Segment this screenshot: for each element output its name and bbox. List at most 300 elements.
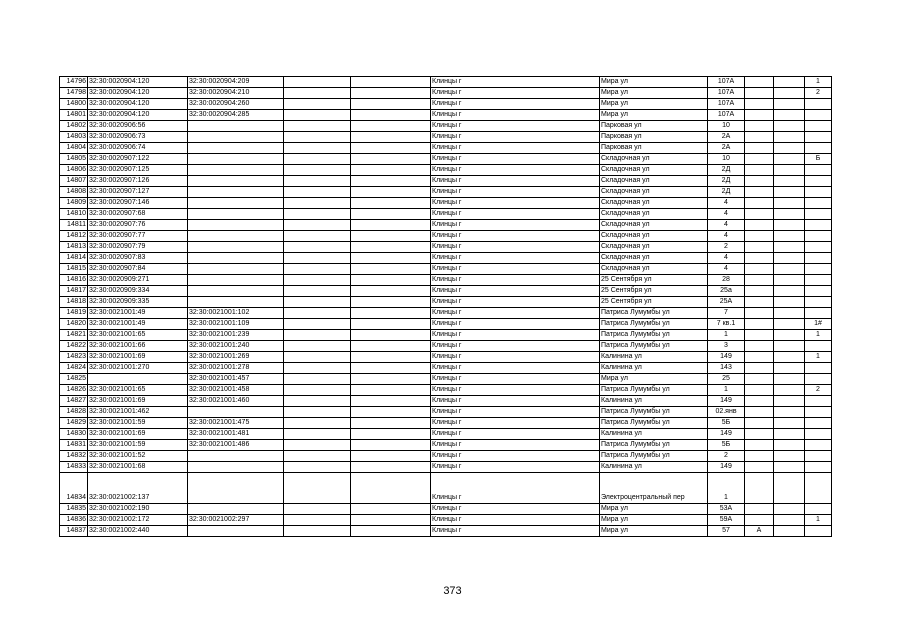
cell-house: 25 [708, 374, 745, 385]
cell-apartment: 1# [805, 319, 832, 330]
cell-house: 107А [708, 88, 745, 99]
cell-empty [284, 253, 351, 264]
table-row [60, 88, 832, 99]
cell-empty [284, 242, 351, 253]
cell-street: Патриса Лумумбы ул [600, 440, 708, 451]
cell-letter [745, 286, 774, 297]
cell-city: Клинцы г [431, 253, 600, 264]
cell-empty [351, 198, 431, 209]
cell-street: Складочная ул [600, 253, 708, 264]
cell-empty [351, 176, 431, 187]
cell-letter: А [745, 526, 774, 537]
cell-house: 7 кв.1 [708, 319, 745, 330]
cell-record-number: 14811 [60, 220, 88, 231]
cell-empty [284, 297, 351, 308]
cell-house: 59А [708, 515, 745, 526]
cell-empty [284, 526, 351, 537]
cell-street: Парковая ул [600, 143, 708, 154]
cell-house: 5Б [708, 418, 745, 429]
cell-street: 25 Сентября ул [600, 297, 708, 308]
cell-house: 02.янв [708, 407, 745, 418]
cell-apartment [805, 440, 832, 451]
cell-record-number: 14823 [60, 352, 88, 363]
cell-empty [351, 407, 431, 418]
cell-street: 25 Сентября ул [600, 286, 708, 297]
cell-empty [351, 297, 431, 308]
cell-house: 4 [708, 209, 745, 220]
table-row [60, 526, 832, 537]
cell-house: 107А [708, 99, 745, 110]
cell-letter [745, 143, 774, 154]
table-row [60, 374, 832, 385]
cell-empty [284, 187, 351, 198]
cell-record-number: 14825 [60, 374, 88, 385]
cell-empty [284, 515, 351, 526]
cell-object-cadastral-number [188, 275, 284, 286]
cell-empty [774, 231, 805, 242]
cell-empty [774, 385, 805, 396]
cell-empty [774, 407, 805, 418]
cell-empty [351, 165, 431, 176]
table-row [60, 297, 832, 308]
cell-record-number: 14819 [60, 308, 88, 319]
table-row [60, 121, 832, 132]
table-row [60, 143, 832, 154]
cell-empty [284, 154, 351, 165]
table-row [60, 286, 832, 297]
cell-empty [284, 176, 351, 187]
cell-city: Клинцы г [431, 407, 600, 418]
cell-letter [745, 88, 774, 99]
cell-empty [284, 88, 351, 99]
cell-record-number: 14805 [60, 154, 88, 165]
cell-empty [774, 451, 805, 462]
cell-record-number: 14837 [60, 526, 88, 537]
cell-city: Клинцы г [431, 515, 600, 526]
cell-parcel-cadastral-number: 32:30:0021001:59 [88, 418, 188, 429]
cell-parcel-cadastral-number: 32:30:0021002:137 [88, 473, 188, 504]
cell-parcel-cadastral-number: 32:30:0020907:76 [88, 220, 188, 231]
cell-object-cadastral-number [188, 462, 284, 473]
cell-empty [774, 198, 805, 209]
cell-empty [351, 451, 431, 462]
cell-house: 4 [708, 220, 745, 231]
cell-empty [284, 440, 351, 451]
cell-empty [774, 132, 805, 143]
cell-empty [284, 504, 351, 515]
cell-house: 4 [708, 264, 745, 275]
cell-empty [351, 440, 431, 451]
cell-city: Клинцы г [431, 462, 600, 473]
cell-letter [745, 187, 774, 198]
cell-empty [774, 176, 805, 187]
cell-apartment [805, 253, 832, 264]
table-row [60, 77, 832, 88]
cell-empty [774, 253, 805, 264]
cell-street: Патриса Лумумбы ул [600, 319, 708, 330]
cell-city: Клинцы г [431, 198, 600, 209]
cell-empty [351, 374, 431, 385]
cell-parcel-cadastral-number: 32:30:0020904:120 [88, 99, 188, 110]
cell-empty [351, 253, 431, 264]
cell-empty [351, 121, 431, 132]
cell-house: 107А [708, 110, 745, 121]
cell-apartment [805, 363, 832, 374]
cell-parcel-cadastral-number: 32:30:0020909:271 [88, 275, 188, 286]
cell-street: Патриса Лумумбы ул [600, 385, 708, 396]
cell-city: Клинцы г [431, 176, 600, 187]
cell-empty [351, 209, 431, 220]
cell-empty [774, 374, 805, 385]
cell-empty [284, 209, 351, 220]
cell-city: Клинцы г [431, 88, 600, 99]
cell-empty [774, 363, 805, 374]
registry-body [60, 77, 832, 537]
table-row [60, 451, 832, 462]
cell-apartment [805, 275, 832, 286]
cell-parcel-cadastral-number: 32:30:0020907:84 [88, 264, 188, 275]
cell-house: 2Д [708, 187, 745, 198]
cell-letter [745, 121, 774, 132]
cell-street: Складочная ул [600, 187, 708, 198]
cell-empty [284, 121, 351, 132]
cell-house: 2А [708, 132, 745, 143]
cell-empty [774, 308, 805, 319]
cell-house: 4 [708, 198, 745, 209]
cell-city: Клинцы г [431, 352, 600, 363]
table-row [60, 352, 832, 363]
cell-apartment [805, 308, 832, 319]
cell-parcel-cadastral-number: 32:30:0021001:462 [88, 407, 188, 418]
cell-street: Мира ул [600, 77, 708, 88]
table-row [60, 220, 832, 231]
cell-record-number: 14801 [60, 110, 88, 121]
cell-letter [745, 451, 774, 462]
cell-empty [774, 297, 805, 308]
cell-empty [351, 330, 431, 341]
cell-apartment [805, 429, 832, 440]
cell-parcel-cadastral-number: 32:30:0020909:335 [88, 297, 188, 308]
cell-letter [745, 253, 774, 264]
cell-empty [774, 286, 805, 297]
cell-street: Мира ул [600, 515, 708, 526]
cell-house: 3 [708, 341, 745, 352]
cell-object-cadastral-number: 32:30:0021001:481 [188, 429, 284, 440]
cell-apartment [805, 242, 832, 253]
cell-empty [351, 220, 431, 231]
cell-empty [284, 407, 351, 418]
cell-empty [351, 275, 431, 286]
cell-object-cadastral-number [188, 242, 284, 253]
table-row [60, 396, 832, 407]
cell-letter [745, 473, 774, 504]
cell-empty [351, 143, 431, 154]
cell-house: 2 [708, 451, 745, 462]
cell-record-number: 14834 [60, 473, 88, 504]
cell-parcel-cadastral-number: 32:30:0021001:52 [88, 451, 188, 462]
cell-parcel-cadastral-number [88, 374, 188, 385]
cell-parcel-cadastral-number: 32:30:0021001:69 [88, 352, 188, 363]
cell-street: Мира ул [600, 88, 708, 99]
cell-parcel-cadastral-number: 32:30:0021002:440 [88, 526, 188, 537]
cell-object-cadastral-number [188, 220, 284, 231]
page-number: 373 [443, 585, 462, 597]
cell-apartment [805, 341, 832, 352]
cell-street: Складочная ул [600, 154, 708, 165]
cell-street: Электроцентральный пер [600, 473, 708, 504]
cell-house: 2Д [708, 165, 745, 176]
cell-letter [745, 330, 774, 341]
cell-record-number: 14816 [60, 275, 88, 286]
cell-record-number: 14822 [60, 341, 88, 352]
cell-empty [351, 286, 431, 297]
cell-apartment [805, 198, 832, 209]
cell-empty [774, 526, 805, 537]
cell-empty [774, 187, 805, 198]
cell-city: Клинцы г [431, 341, 600, 352]
cell-city: Клинцы г [431, 165, 600, 176]
table-row [60, 275, 832, 286]
cell-city: Клинцы г [431, 187, 600, 198]
cell-record-number: 14798 [60, 88, 88, 99]
cell-letter [745, 418, 774, 429]
cell-street: Патриса Лумумбы ул [600, 341, 708, 352]
cell-parcel-cadastral-number: 32:30:0020907:126 [88, 176, 188, 187]
cell-city: Клинцы г [431, 440, 600, 451]
cell-empty [284, 286, 351, 297]
cell-letter [745, 374, 774, 385]
cell-record-number: 14808 [60, 187, 88, 198]
cell-empty [774, 352, 805, 363]
cell-empty [351, 308, 431, 319]
cell-empty [284, 352, 351, 363]
cell-parcel-cadastral-number: 32:30:0020906:74 [88, 143, 188, 154]
cell-street: Калинина ул [600, 462, 708, 473]
cell-street: Складочная ул [600, 176, 708, 187]
cell-letter [745, 352, 774, 363]
cell-house: 25А [708, 297, 745, 308]
cell-street: Мира ул [600, 504, 708, 515]
cell-empty [774, 220, 805, 231]
cell-street: Парковая ул [600, 132, 708, 143]
table-row [60, 363, 832, 374]
cell-object-cadastral-number [188, 407, 284, 418]
cell-empty [284, 132, 351, 143]
cell-empty [774, 319, 805, 330]
cell-record-number: 14815 [60, 264, 88, 275]
cell-empty [774, 504, 805, 515]
cell-letter [745, 504, 774, 515]
cell-house: 1 [708, 385, 745, 396]
cell-house: 4 [708, 253, 745, 264]
cell-house: 2 [708, 242, 745, 253]
table-row [60, 165, 832, 176]
cell-city: Клинцы г [431, 242, 600, 253]
table-row [60, 341, 832, 352]
cell-house: 107А [708, 77, 745, 88]
cell-letter [745, 396, 774, 407]
cell-parcel-cadastral-number: 32:30:0021001:68 [88, 462, 188, 473]
cell-street: Складочная ул [600, 231, 708, 242]
cell-street: Калинина ул [600, 352, 708, 363]
table-row [60, 132, 832, 143]
cell-city: Клинцы г [431, 154, 600, 165]
cell-letter [745, 319, 774, 330]
cell-apartment [805, 176, 832, 187]
cell-apartment: Б [805, 154, 832, 165]
table-row [60, 429, 832, 440]
cell-record-number: 14812 [60, 231, 88, 242]
cell-empty [284, 319, 351, 330]
cell-street: Складочная ул [600, 264, 708, 275]
table-row [60, 515, 832, 526]
cell-empty [774, 515, 805, 526]
cell-empty [284, 363, 351, 374]
cell-object-cadastral-number: 32:30:0021001:240 [188, 341, 284, 352]
cell-empty [284, 264, 351, 275]
cell-apartment [805, 209, 832, 220]
cell-empty [351, 462, 431, 473]
cell-empty [774, 462, 805, 473]
table-row [60, 231, 832, 242]
cell-record-number: 14803 [60, 132, 88, 143]
cell-empty [284, 418, 351, 429]
cell-apartment [805, 473, 832, 504]
table-row [60, 473, 832, 504]
cell-parcel-cadastral-number: 32:30:0020907:77 [88, 231, 188, 242]
table-row [60, 110, 832, 121]
cell-apartment [805, 220, 832, 231]
cell-apartment [805, 132, 832, 143]
cell-city: Клинцы г [431, 526, 600, 537]
table-row [60, 264, 832, 275]
cell-city: Клинцы г [431, 286, 600, 297]
cell-empty [284, 143, 351, 154]
cell-letter [745, 77, 774, 88]
cell-street: Складочная ул [600, 242, 708, 253]
cell-street: Калинина ул [600, 363, 708, 374]
cell-empty [774, 110, 805, 121]
cell-apartment [805, 121, 832, 132]
cell-record-number: 14826 [60, 385, 88, 396]
cell-city: Клинцы г [431, 209, 600, 220]
cell-empty [774, 264, 805, 275]
cell-empty [351, 99, 431, 110]
cell-letter [745, 385, 774, 396]
cell-object-cadastral-number: 32:30:0020904:285 [188, 110, 284, 121]
cell-empty [774, 154, 805, 165]
cell-parcel-cadastral-number: 32:30:0020906:73 [88, 132, 188, 143]
cell-city: Клинцы г [431, 429, 600, 440]
cell-city: Клинцы г [431, 143, 600, 154]
cell-street: Патриса Лумумбы ул [600, 418, 708, 429]
table-row [60, 187, 832, 198]
cell-empty [774, 275, 805, 286]
cell-house: 25а [708, 286, 745, 297]
cell-house: 4 [708, 231, 745, 242]
cell-letter [745, 242, 774, 253]
cell-city: Клинцы г [431, 504, 600, 515]
cell-letter [745, 515, 774, 526]
cell-object-cadastral-number [188, 231, 284, 242]
table-row [60, 385, 832, 396]
table-row [60, 209, 832, 220]
cell-city: Клинцы г [431, 330, 600, 341]
cell-letter [745, 110, 774, 121]
cell-apartment: 1 [805, 77, 832, 88]
cell-record-number: 14813 [60, 242, 88, 253]
cell-empty [774, 99, 805, 110]
cell-parcel-cadastral-number: 32:30:0020907:146 [88, 198, 188, 209]
table-row [60, 242, 832, 253]
cell-object-cadastral-number [188, 121, 284, 132]
cell-apartment [805, 526, 832, 537]
cell-empty [284, 429, 351, 440]
cell-empty [774, 242, 805, 253]
cell-apartment [805, 143, 832, 154]
cell-apartment: 2 [805, 88, 832, 99]
cell-empty [351, 264, 431, 275]
cell-city: Клинцы г [431, 264, 600, 275]
cell-city: Клинцы г [431, 385, 600, 396]
cell-parcel-cadastral-number: 32:30:0020907:127 [88, 187, 188, 198]
table-row [60, 319, 832, 330]
cell-empty [774, 88, 805, 99]
cell-apartment: 1 [805, 330, 832, 341]
cell-letter [745, 165, 774, 176]
cell-house: 7 [708, 308, 745, 319]
cell-empty [351, 154, 431, 165]
cell-empty [351, 418, 431, 429]
cell-empty [351, 341, 431, 352]
cell-object-cadastral-number [188, 451, 284, 462]
cell-city: Клинцы г [431, 363, 600, 374]
cell-empty [351, 504, 431, 515]
cell-house: 10 [708, 154, 745, 165]
cell-object-cadastral-number [188, 198, 284, 209]
cell-empty [351, 319, 431, 330]
cell-object-cadastral-number [188, 176, 284, 187]
cell-empty [284, 77, 351, 88]
cell-empty [774, 418, 805, 429]
cell-apartment [805, 418, 832, 429]
cell-object-cadastral-number: 32:30:0020904:209 [188, 77, 284, 88]
cell-empty [774, 209, 805, 220]
cell-empty [284, 275, 351, 286]
cell-letter [745, 363, 774, 374]
cell-street: Мира ул [600, 374, 708, 385]
cell-street: 25 Сентября ул [600, 275, 708, 286]
cell-apartment [805, 374, 832, 385]
cell-record-number: 14828 [60, 407, 88, 418]
cell-street: Патриса Лумумбы ул [600, 308, 708, 319]
cell-object-cadastral-number: 32:30:0021001:269 [188, 352, 284, 363]
cell-house: 5Б [708, 440, 745, 451]
cell-record-number: 14830 [60, 429, 88, 440]
cell-letter [745, 440, 774, 451]
cell-object-cadastral-number [188, 143, 284, 154]
cell-empty [351, 396, 431, 407]
cell-empty [351, 242, 431, 253]
cell-parcel-cadastral-number: 32:30:0021001:69 [88, 396, 188, 407]
cell-parcel-cadastral-number: 32:30:0020906:56 [88, 121, 188, 132]
cell-empty [774, 341, 805, 352]
cell-apartment [805, 165, 832, 176]
cell-house: 149 [708, 396, 745, 407]
cell-parcel-cadastral-number: 32:30:0021001:49 [88, 319, 188, 330]
cell-street: Калинина ул [600, 429, 708, 440]
cell-empty [351, 132, 431, 143]
